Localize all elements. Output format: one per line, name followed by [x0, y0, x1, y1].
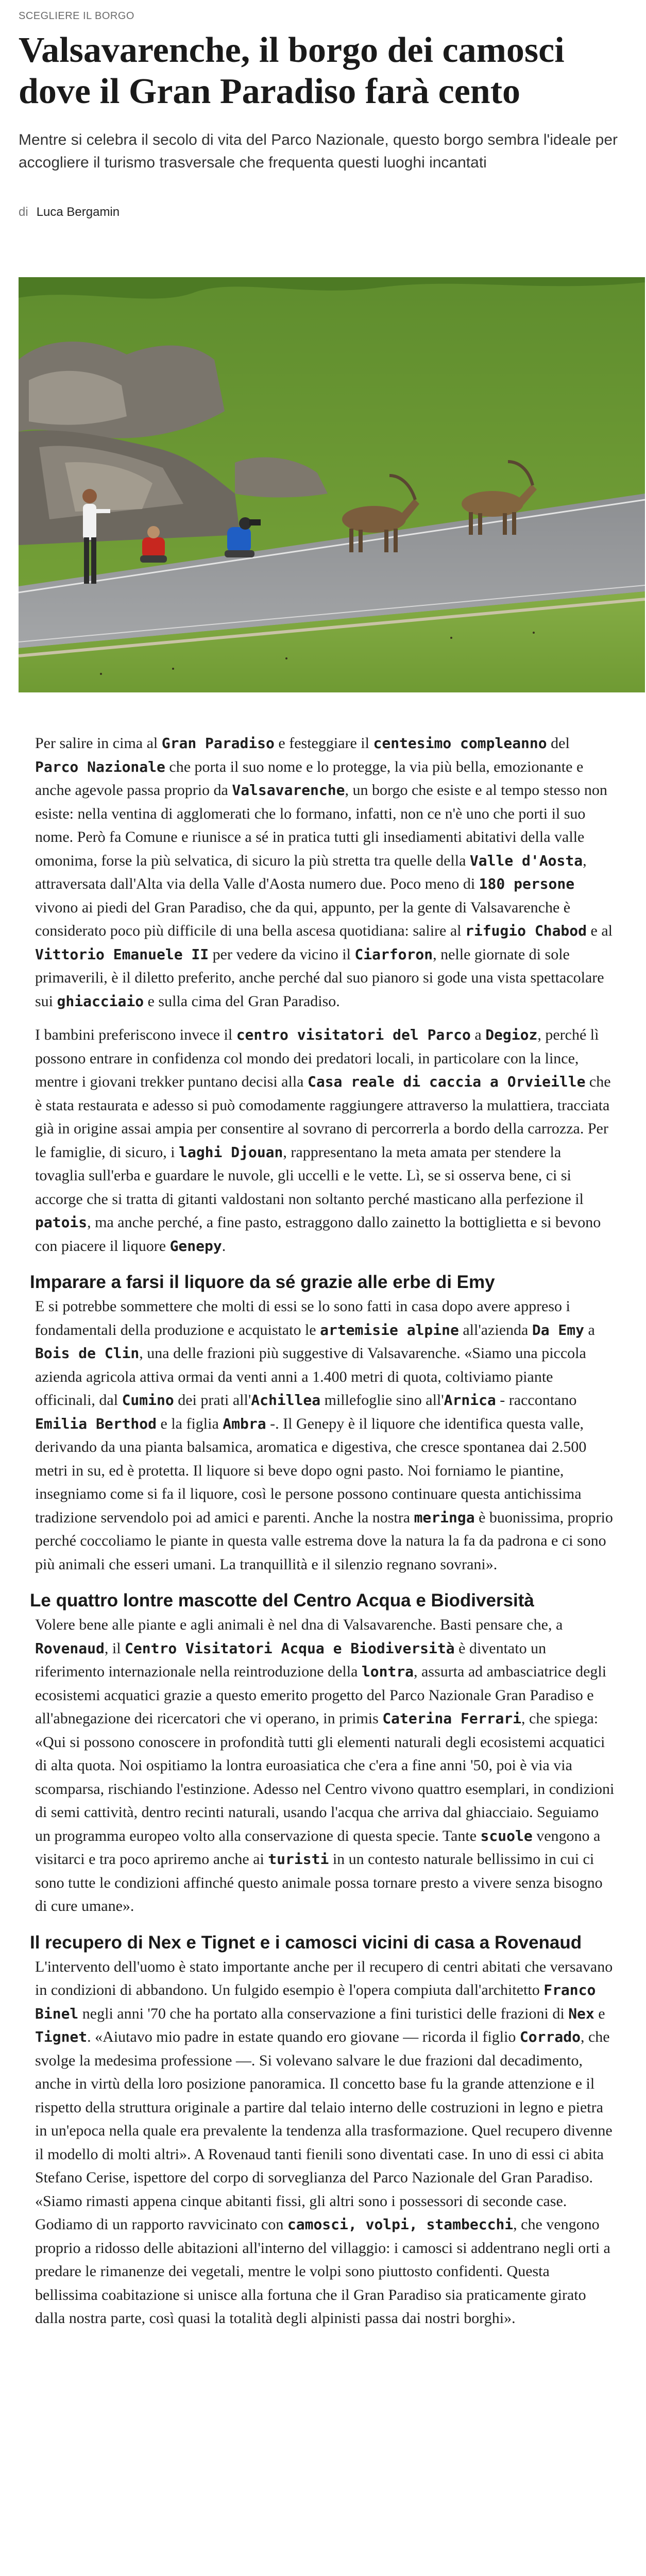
body-paragraph: [35, 1613, 615, 1918]
text-run: .: [222, 1237, 226, 1255]
text-run: L'intervento dell'uomo è stato importante anche per il recupero di centri abitati che versavano in condizioni di abbandono. Un fulgido esempio è l'opera compiuta dall'architetto: [35, 1958, 613, 1998]
bold-term: Emilia Berthod: [35, 1415, 157, 1432]
bold-term: scuole: [480, 1827, 533, 1844]
text-run: è diventato un riferimento internazionale nella reintroduzione della: [35, 1639, 547, 1680]
bold-term: patois: [35, 1214, 88, 1231]
text-run: è buonissima, proprio perché coccoliamo le piante in questa valle estrema dove la natura la fa da padrona e ci sono più animali che esseri umani. La tranquillità e il silenzio regnano sovrani».: [35, 1509, 613, 1573]
bold-term: Caterina Ferrari: [382, 1710, 522, 1727]
bold-term: Valle d'Aosta: [469, 852, 583, 869]
text-run: , nelle giornate di sole primaverili, è il diletto preferito, anche perché dal suo pianoro si gode una vista spettacolare sui: [35, 945, 604, 1010]
bold-term: artemisie alpine: [320, 1321, 459, 1338]
byline: [19, 205, 120, 219]
bold-term: Centro Visitatori Acqua e Biodiversità: [125, 1639, 455, 1657]
text-run: I bambini preferiscono invece il: [35, 1026, 236, 1043]
bold-term: Ciarforon: [354, 945, 433, 963]
text-run: vengono a visitarci e tra poco apriremo anche ai: [35, 1827, 601, 1868]
text-run: , perché lì possono entrare in confidenza col mondo dei predatori locali, in particolare con la lince, mentre i giovani trekker puntano decisi alla: [35, 1026, 599, 1090]
text-run: che è stata restaurata e adesso si può comodamente raggiungere attraverso la mulattiera, tracciata già in origine assai ampia per consentire al sovrano di percorrerla a bordo della carrozza. Per le famiglie, di sicuro, i: [35, 1073, 611, 1161]
bold-term: Ambra: [223, 1415, 266, 1432]
text-run: , ma anche perché, a fine pasto, estraggono dallo zainetto la bottiglietta e si bevono con piacere il liquore: [35, 1214, 601, 1255]
bold-term: Degioz: [485, 1026, 538, 1043]
text-run: , il: [104, 1639, 125, 1657]
text-run: . «Aiutavo mio padre in estate quando ero giovane — ricorda il figlio: [87, 2028, 520, 2045]
text-run: e la figlia: [157, 1415, 223, 1432]
bold-term: Nex: [568, 2005, 594, 2022]
bold-term: 180 persone: [479, 875, 575, 892]
bold-term: Casa reale di caccia a Orvieille: [307, 1073, 586, 1090]
bold-term: camosci, volpi, stambecchi: [287, 2216, 514, 2233]
text-run: e al: [587, 922, 613, 939]
text-run: del: [547, 735, 570, 752]
bold-term: lontra: [361, 1663, 414, 1680]
text-run: , un borgo che esiste e al tempo stesso non esiste: nella ventina di agglomerati che lo formano, infatti, non ce n'è uno che porti il suo nome. Però fa Comune e riunisce a sé in pratica tutti gli insediamenti abitativi della valle omonima, forse la più selvatica, di sicuro la più stretta tra quelle della: [35, 782, 607, 869]
bold-term: centesimo compleanno: [373, 735, 547, 752]
text-run: e: [594, 2005, 605, 2022]
text-run: dei prati all': [174, 1392, 251, 1409]
text-run: , attraversata dall'Alta via della Valle d'Aosta numero due. Poco meno di: [35, 852, 587, 892]
text-run: , che svolge la medesima professione —. Si volevano salvare le due frazioni dal decadimento, anche in virtù della loro posizione panoramica. Il concetto base fu la grande attenzione e il rispetto della struttura originale a partire dal telaio interno delle costruzioni in legno e pietra in un'epoca nella quale era prevalente la tendenza alla trasformazione. Quel recupero divenne il modello di molti altri». A Rovenaud tanti fienili sono diventati case. In uno di essi ci abita Stefano Cerise, ispettore del corpo di sorveglianza del Parco Nazionale del Gran Paradiso. «Siamo rimasti appena cinque abitanti fissi, gli altri sono i possessori di seconde case. Godiamo di un rapporto ravvicinato con: [35, 2028, 613, 2233]
text-run: all'azienda: [458, 1321, 532, 1338]
section-heading: Le quattro lontre mascotte del Centro Acqua e Biodiversità: [30, 1590, 534, 1611]
bold-term: Cumino: [122, 1392, 174, 1409]
text-run: vivono ai piedi del Gran Paradiso, che da qui, appunto, per la gente di Valsavarenche è considerato poco più difficile di una bella ascesa quotidiana: salire al: [35, 899, 571, 939]
bold-term: laghi Djouan: [179, 1143, 283, 1161]
text-run: in un contesto naturale bellissimo in cui ci sono tutte le condizioni affinché questo animale possa tornare presto a vivere senza bisogno di cure umane».: [35, 1851, 603, 1914]
body-paragraph: [35, 1295, 615, 1576]
article-body: [30, 732, 615, 2341]
bold-term: Franco Binel: [35, 1981, 596, 2022]
body-paragraph: [35, 1955, 615, 2330]
section-heading: Imparare a farsi il liquore da sé grazie alle erbe di Emy: [30, 1272, 495, 1292]
text-run: , che spiega: «Qui si possono conoscere in profondità tutti gli elementi naturali degli ecosistemi acquatici di alta quota. Noi ospitiamo la lontra euroasiatica che c'era a fine anni '50, poi è via via scomparsa, rischiando l'estinzione. Adesso nel Centro vivono quattro esemplari, in condizioni di semi cattività, dentro recinti naturali, usando l'acqua che arriva dal ghiacciaio. Seguiamo un programma europeo volto alla conservazione di questa specie. Tante: [35, 1710, 615, 1844]
text-run: millefoglie sino all': [320, 1392, 444, 1409]
text-run: e sulla cima del Gran Paradiso.: [144, 992, 340, 1010]
bold-term: Da Emy: [532, 1321, 584, 1338]
bold-term: Achillea: [251, 1392, 321, 1409]
bold-term: Tignet: [35, 2028, 88, 2045]
bold-term: Valsavarenche: [232, 782, 345, 799]
bold-term: Genepy: [169, 1237, 222, 1255]
text-run: a: [584, 1321, 595, 1338]
text-run: -. Il Genepy è il liquore che identifica questa valle, derivando da una pianta balsamica, aromatica e digestiva, che cresce spontanea dai 2.500 metri in su, ed è protetta. Il liquore si beve dopo ogni pasto. Noi forniamo le piantine, insegniamo come si fa il liquore, così le persone possono continuare questa antichissima tradizione servendolo poi ad amici e parenti. Anche la nostra: [35, 1415, 587, 1526]
hero-photo: [19, 277, 645, 692]
bold-term: turisti: [268, 1851, 329, 1868]
author-name[interactable]: Luca Bergamin: [36, 205, 120, 219]
bold-term: rifugio Chabod: [465, 922, 587, 939]
text-run: che porta il suo nome e lo protegge, la via più bella, emozionante e anche agevole passa proprio da: [35, 758, 584, 799]
section-heading: Il recupero di Nex e Tignet e i camosci vicini di casa a Rovenaud: [30, 1932, 582, 1953]
text-run: Volere bene alle piante e agli animali è nel dna di Valsavarenche. Basti pensare che, a: [35, 1616, 563, 1633]
bold-term: Vittorio Emanuele II: [35, 945, 209, 963]
bold-term: Gran Paradiso: [161, 735, 275, 752]
article-subtitle: Mentre si celebra il secolo di vita del Parco Nazionale, questo borgo sembra l'ideale per accogliere il turismo trasversale che frequenta questi luoghi incantati: [19, 131, 618, 171]
text-run: a: [470, 1026, 486, 1043]
bold-term: ghiacciaio: [57, 992, 144, 1010]
bold-term: centro visitatori del Parco: [236, 1026, 471, 1043]
body-paragraph: [35, 1023, 615, 1258]
body-paragraph: [35, 732, 615, 1013]
text-run: , assurta ad ambasciatrice degli ecosistemi acquatici grazie a questo emerito progetto del Parco Nazionale Gran Paradiso e all'abnegazione dei ricercatori che vi operano, in primis: [35, 1663, 607, 1727]
text-run: negli anni '70 che ha portato alla conservazione a fini turistici delle frazioni di: [78, 2005, 569, 2022]
bold-term: Rovenaud: [35, 1639, 105, 1657]
bold-term: meringa: [414, 1509, 475, 1526]
text-run: e festeggiare il: [274, 735, 373, 752]
text-run: E si potrebbe sommettere che molti di essi se lo sono fatti in casa dopo avere appreso i fondamentali della produzione e acquistato le: [35, 1298, 570, 1338]
text-run: , rappresentano la meta amata per stendere la tovaglia sull'erba e guardare le nuvole, gli uccelli e le vette. Lì, se si osserva bene, ci si accorge che si tratta di gitanti valdostani non soltanto perché masticano alla perfezione il: [35, 1143, 584, 1208]
text-run: - raccontano: [496, 1392, 577, 1409]
article-title: Valsavarenche, il borgo dei camosci dove il Gran Paradiso farà cento: [19, 30, 565, 111]
text-run: , che vengono proprio a ridosso delle abitazioni all'interno del villaggio: i camosci si addentrano negli orti a predare le rimanenze dei vegetali, mentre le volpi sono piuttosto confidenti. Questa bellissima coabitazione si unisce alla fortuna che il Gran Paradiso sia praticamente girato dalla nostra parte, così quasi la totalità degli alpinisti passa dai nostri borghi».: [35, 2216, 610, 2327]
byline-prefix: di: [19, 205, 28, 219]
text-run: Per salire in cima al: [35, 735, 162, 752]
bold-term: Bois de Clin: [35, 1345, 140, 1362]
bold-term: Parco Nazionale: [35, 758, 165, 775]
section-kicker[interactable]: SCEGLIERE IL BORGO: [19, 10, 134, 22]
bold-term: Corrado: [519, 2028, 581, 2045]
text-run: per vedere da vicino il: [209, 945, 355, 963]
bold-term: Arnica: [444, 1392, 496, 1409]
text-run: , una delle frazioni più suggestive di Valsavarenche. «Siamo una piccola azienda agricola attiva ormai da venti anni a 1.400 metri di quota, coltiviamo piante officinali, dal: [35, 1345, 586, 1409]
hero-illustration: [19, 277, 645, 692]
